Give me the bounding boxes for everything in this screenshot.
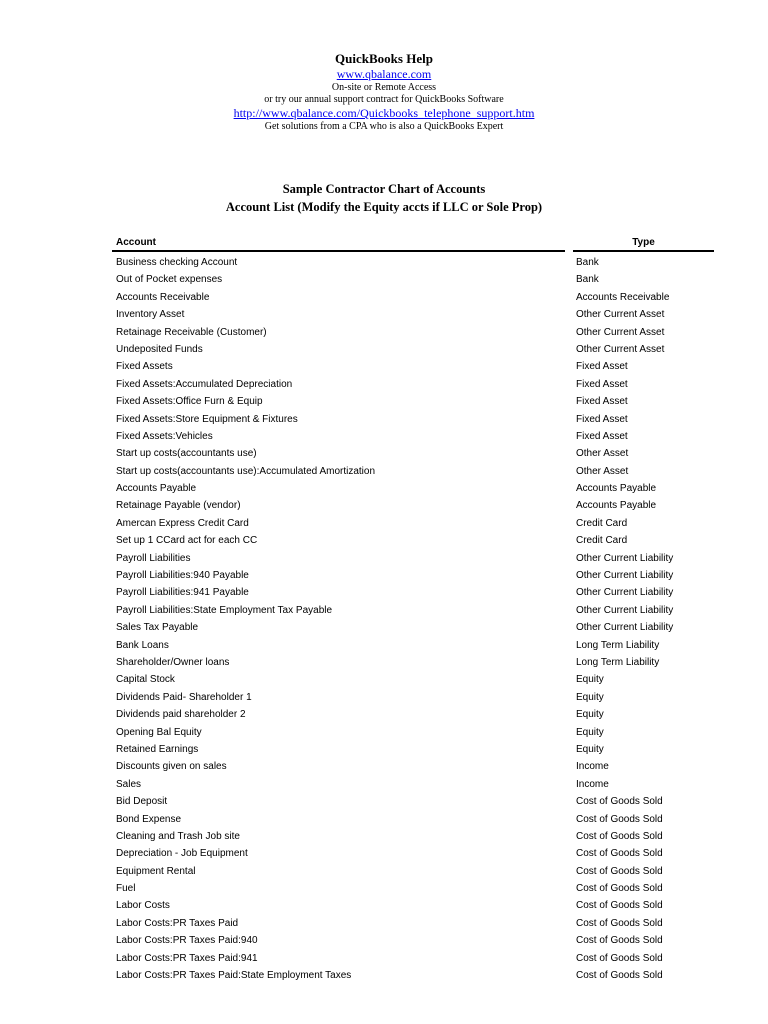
table-row bbox=[0, 672, 768, 689]
account-type-cell: Equity bbox=[576, 726, 604, 738]
account-name-cell: Payroll Liabilities bbox=[116, 552, 191, 564]
account-type-cell: Other Current Asset bbox=[576, 343, 665, 355]
account-type-cell: Other Current Liability bbox=[576, 570, 674, 582]
account-type-cell: Fixed Asset bbox=[576, 378, 628, 390]
column-header-account: Account bbox=[116, 237, 156, 248]
table-row bbox=[0, 864, 768, 881]
account-type-cell: Cost of Goods Sold bbox=[576, 952, 663, 964]
account-type-cell: Other Current Liability bbox=[576, 604, 674, 616]
table-row bbox=[0, 255, 768, 272]
table-row bbox=[0, 498, 768, 515]
account-name-cell: Labor Costs:PR Taxes Paid bbox=[116, 917, 239, 929]
table-row bbox=[0, 481, 768, 498]
table-row bbox=[0, 446, 768, 463]
table-row bbox=[0, 655, 768, 672]
account-type-cell: Cost of Goods Sold bbox=[576, 970, 663, 982]
table-row bbox=[0, 794, 768, 811]
account-name-cell: Business checking Account bbox=[116, 257, 238, 268]
account-name-cell: Retained Earnings bbox=[116, 743, 199, 755]
table-row bbox=[0, 568, 768, 585]
table-row bbox=[0, 916, 768, 933]
table-row bbox=[0, 551, 768, 568]
account-type-cell: Fixed Asset bbox=[576, 413, 628, 425]
account-name-cell: Bid Deposit bbox=[116, 796, 168, 808]
account-type-cell: Cost of Goods Sold bbox=[576, 865, 663, 877]
table-row bbox=[0, 742, 768, 759]
account-name-cell: Opening Bal Equity bbox=[116, 726, 202, 738]
account-type-cell: Cost of Goods Sold bbox=[576, 917, 663, 929]
account-type-cell: Cost of Goods Sold bbox=[576, 900, 663, 912]
table-row bbox=[0, 377, 768, 394]
table-row bbox=[0, 516, 768, 533]
account-type-cell: Accounts Payable bbox=[576, 500, 657, 512]
account-name-cell: Labor Costs:PR Taxes Paid:State Employment Taxes bbox=[116, 970, 352, 982]
account-type-cell: Long Term Liability bbox=[576, 639, 660, 651]
table-row bbox=[0, 690, 768, 707]
account-type-cell: Credit Card bbox=[576, 535, 628, 547]
account-name-cell: Labor Costs bbox=[116, 900, 170, 912]
account-name-cell: Sales Tax Payable bbox=[116, 622, 199, 634]
account-type-cell: Equity bbox=[576, 674, 604, 686]
account-name-cell: Undeposited Funds bbox=[116, 343, 203, 355]
account-name-cell: Inventory Asset bbox=[116, 309, 185, 321]
header-line-2: or try our annual support contract for QuickBooks Software bbox=[264, 94, 504, 105]
account-name-cell: Accounts Receivable bbox=[116, 291, 210, 303]
account-name-cell: Shareholder/Owner loans bbox=[116, 656, 230, 668]
table-row bbox=[0, 829, 768, 846]
table-row bbox=[0, 812, 768, 829]
account-type-cell: Cost of Goods Sold bbox=[576, 883, 663, 895]
table-row bbox=[0, 898, 768, 915]
table-row bbox=[0, 325, 768, 342]
table-row bbox=[0, 638, 768, 655]
account-type-cell: Fixed Asset bbox=[576, 361, 628, 373]
table-row bbox=[0, 342, 768, 359]
account-type-cell: Other Current Liability bbox=[576, 587, 674, 599]
account-name-cell: Fixed Assets:Store Equipment & Fixtures bbox=[116, 413, 298, 425]
account-name-cell: Start up costs(accountants use) bbox=[116, 448, 257, 460]
header-title: QuickBooks Help bbox=[335, 51, 433, 66]
table-row bbox=[0, 881, 768, 898]
account-name-cell: Payroll Liabilities:State Employment Tax Payable bbox=[116, 604, 333, 616]
header-underline-type bbox=[573, 250, 714, 252]
account-name-cell: Set up 1 CCard act for each CC bbox=[116, 535, 258, 547]
table-row bbox=[0, 620, 768, 637]
account-type-cell: Other Current Liability bbox=[576, 622, 674, 634]
account-name-cell: Discounts given on sales bbox=[116, 761, 227, 773]
account-name-cell: Fixed Assets bbox=[116, 361, 173, 373]
column-header-type: Type bbox=[632, 237, 655, 248]
table-row bbox=[0, 585, 768, 602]
website-link[interactable]: www.qbalance.com bbox=[336, 67, 432, 81]
account-name-cell: Accounts Payable bbox=[116, 483, 197, 495]
account-type-cell: Equity bbox=[576, 743, 604, 755]
account-name-cell: Dividends paid shareholder 2 bbox=[116, 709, 246, 721]
account-type-cell: Cost of Goods Sold bbox=[576, 796, 663, 808]
account-type-cell: Equity bbox=[576, 709, 604, 721]
account-name-cell: Bond Expense bbox=[116, 813, 182, 825]
table-row bbox=[0, 429, 768, 446]
account-type-cell: Bank bbox=[576, 274, 599, 286]
account-type-cell: Other Current Asset bbox=[576, 326, 665, 338]
table-row bbox=[0, 777, 768, 794]
table-row bbox=[0, 412, 768, 429]
account-name-cell: Fixed Assets:Accumulated Depreciation bbox=[116, 378, 293, 390]
table-row bbox=[0, 290, 768, 307]
account-name-cell: Fixed Assets:Office Furn & Equip bbox=[116, 396, 263, 408]
account-type-cell: Cost of Goods Sold bbox=[576, 935, 663, 947]
table-row bbox=[0, 603, 768, 620]
table-row bbox=[0, 272, 768, 289]
header-line-3: Get solutions from a CPA who is also a QuickBooks Expert bbox=[264, 121, 504, 132]
account-type-cell: Accounts Receivable bbox=[576, 291, 670, 303]
account-name-cell: Sales bbox=[116, 778, 142, 790]
account-type-cell: Other Current Liability bbox=[576, 552, 674, 564]
account-type-cell: Long Term Liability bbox=[576, 656, 660, 668]
account-table bbox=[0, 255, 768, 985]
account-type-cell: Cost of Goods Sold bbox=[576, 830, 663, 842]
account-name-cell: Retainage Receivable (Customer) bbox=[116, 326, 267, 338]
table-row bbox=[0, 394, 768, 411]
account-type-cell: Income bbox=[576, 778, 609, 790]
account-name-cell: Cleaning and Trash Job site bbox=[116, 830, 240, 842]
account-type-cell: Other Current Asset bbox=[576, 309, 665, 321]
table-row bbox=[0, 846, 768, 863]
account-name-cell: Dividends Paid- Shareholder 1 bbox=[116, 691, 252, 703]
document-subtitle: Account List (Modify the Equity accts if LLC or Sole Prop) bbox=[225, 200, 543, 214]
table-row bbox=[0, 307, 768, 324]
account-name-cell: Bank Loans bbox=[116, 639, 169, 651]
account-type-cell: Fixed Asset bbox=[576, 430, 628, 442]
support-url-link[interactable]: http://www.qbalance.com/Quickbooks_telephone_support.htm bbox=[233, 106, 535, 120]
document-title: Sample Contractor Chart of Accounts bbox=[282, 182, 486, 196]
account-type-cell: Cost of Goods Sold bbox=[576, 813, 663, 825]
table-row bbox=[0, 464, 768, 481]
account-type-cell: Other Asset bbox=[576, 448, 629, 460]
table-row bbox=[0, 725, 768, 742]
account-type-cell: Other Asset bbox=[576, 465, 629, 477]
account-name-cell: Fuel bbox=[116, 883, 136, 895]
account-type-cell: Equity bbox=[576, 691, 604, 703]
account-type-cell: Accounts Payable bbox=[576, 483, 657, 495]
table-row bbox=[0, 707, 768, 724]
header-line-1: On-site or Remote Access bbox=[331, 82, 437, 93]
account-name-cell: Payroll Liabilities:940 Payable bbox=[116, 570, 249, 582]
account-name-cell: Out of Pocket expenses bbox=[116, 274, 223, 286]
account-name-cell: Amercan Express Credit Card bbox=[116, 517, 249, 529]
account-name-cell: Fixed Assets:Vehicles bbox=[116, 430, 213, 442]
table-row bbox=[0, 951, 768, 968]
table-row bbox=[0, 968, 768, 985]
header-underline-account bbox=[112, 250, 565, 252]
account-name-cell: Payroll Liabilities:941 Payable bbox=[116, 587, 249, 599]
account-type-cell: Fixed Asset bbox=[576, 396, 628, 408]
account-type-cell: Income bbox=[576, 761, 609, 773]
account-type-cell: Credit Card bbox=[576, 517, 628, 529]
table-row bbox=[0, 359, 768, 376]
account-name-cell: Retainage Payable (vendor) bbox=[116, 500, 241, 512]
account-name-cell: Start up costs(accountants use):Accumulated Amortization bbox=[116, 465, 376, 477]
account-name-cell: Equipment Rental bbox=[116, 865, 196, 877]
table-row bbox=[0, 759, 768, 776]
account-type-cell: Bank bbox=[576, 257, 599, 268]
table-row bbox=[0, 933, 768, 950]
account-name-cell: Capital Stock bbox=[116, 674, 175, 686]
account-name-cell: Labor Costs:PR Taxes Paid:940 bbox=[116, 935, 258, 947]
account-type-cell: Cost of Goods Sold bbox=[576, 848, 663, 860]
account-name-cell: Labor Costs:PR Taxes Paid:941 bbox=[116, 952, 258, 964]
table-row bbox=[0, 533, 768, 550]
account-name-cell: Depreciation - Job Equipment bbox=[116, 848, 248, 860]
